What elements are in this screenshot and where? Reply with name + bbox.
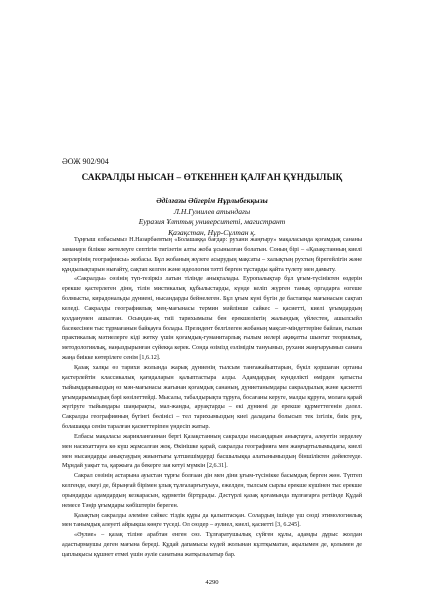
body-paragraph: Сакрал сөзінің астарына ауыстан тұрғы болғаан дін мен діни ұғым-түсінікке басымдық берген жөн. Түптеп келгенде, екеуі де, бірыңғай бірімен ұлық тұлғаларғытуыуа, ежелден, тылсым сырлы ерекше күшінен тыс ерекше орындарды адамдардың кезкарасын, құрметін біртұрады. Дәстүрлі қазақ қоғамында пұлғағарға ретіінде Құдай немесе Тәңір ұғымдары көбіштерін береген. xyxy=(62,473,362,509)
body-paragraph: Қазақтың сакралды әлеміне сәйкес тіздік құры да қалыптасқан. Солардың ішінде үш сөзді этимологиялық мен танымдық алеуетi айрықша көңге түседі. Ол сөздер – әулиел, киелі, қасиетті [3, 6.245]. xyxy=(62,512,362,529)
author-university: Еуразия Ұлттық университеті, магистрант xyxy=(138,217,286,226)
author-name: Әділғазы Әйгерім Нұрлыбекқызы xyxy=(156,196,268,205)
article-body xyxy=(62,236,362,561)
author-block xyxy=(0,196,424,238)
article-title: САКРАЛДЫ НЫСАН – ӨТКЕННЕН ҚАЛҒАН ҚҰНДЫЛЫҚ xyxy=(81,172,343,182)
body-paragraph: «Әулие» – қазақ тіліне арабтан енген сөз. Тұлғаратушылық сүйген құлы, адамды дұрыс жолдан адастырмаушы деген мағына береді. Құдай дапамысы күдей жолынан кұлтқыматан, ақылымен де, қолымен де цаплықысы құшнет етмеі үшін әуліе санатына жатқызылатыр бар. xyxy=(62,532,362,558)
page-number: 4290 xyxy=(205,579,219,586)
body-paragraph: Елбасы мақаласы жарияланғаннан бергі Қазақстанның сакралды нысандарын анықтауға, алеуетін зерделеу мен насихаттауға кө күш жұмсалған жоқ. Өкінішке қарай, сакралды географияға мен жаңғыртылымыдағы, киелі мен нысандарды анықтаудың жиынтығы ұлтшешімдерді басшылыққа алатынымыздың біншіліктен дәйектеуде. Мұндай уақыт та, қаржыға да бекерге зая кетуі мүмкін [2,6.31]. xyxy=(62,433,362,470)
body-paragraph: «Сакралды» сөзінің түп-тезіркіз латын тілінде анықталады. Еуропалықтар бұл ұғым-түсініктен өздерін ерекше қастерлеген дінң, тілін мистикалық құбылыстарды, күнде келіп жүрген танық оргадарға өзгеше болмысты, кирадональды дүниені, нысандарды бейнелеген. Бұл ұғым күні бүгін де бастапқы мағынасын сақтап келеді. Сакралды географиялық мең-мағынасы термин мәйлінше сайкес – қасиетті, киелі ұғымдардың қолданумен ашылған. Осындан-ақ тиіі тарихымызы бен ерекшеліктің жалындық үйлестең, ашылсыйл басекесінен тыс тұрмағанын байқауға болады. Президент белгілеген жобаның мақсат-міндеттеріне байлан, ғылыи практикалық мәтиелерге кіді жетку үшін қоғамдық-гуманитарлық ғылым иелері ақиқатты шынтат теориялық, методологиялық, наңыздырынған сүйекқа керек. Сонда өзімізд еэлімідім тануымыз, рухани жаңғыруымыз санаға жаңа биікке көтерiлеге сенiм [1,6.12]. xyxy=(62,276,362,362)
author-affiliation-named-after: Л.Н.Гумилев атындағы xyxy=(173,206,251,216)
udc-code: ӘОЖ 902/904 xyxy=(62,157,109,166)
author-location: Қазақстан, Нұр-Сұлтан қ. xyxy=(168,227,256,237)
body-paragraph: Тұңғыш елбасымыз Н.Назарбаевтың «Болашаққа бағдар: рухани жаңғыру» мақаласында қоғамдық сананы заманауи бiлiкке жетелеуге септігін тигiзетiн алты жоба ұсынылған болатын. Соның бiрi – «Қазақстанның киелi жерлерінің географиясы» жобасы. Бұл жобаның жүзеге асырудың мақсаты – халықтың рухтың бірегейлігін және құндылықтарын нығайту, сақтап келген және идеология тәтті берген тұстарды қайта түлету мен дамыту. xyxy=(62,237,362,273)
body-paragraph: Қазақ халқы өз тарихи жолында жарық дүниенің тылсым танғажайыптарын, бүкіл қоршаған ортаны қастерлейтін классикалық қағидаларын қалыптастыра алды. Адамдардың күнделікті өмірден қатысты тыйымдарымыздың өз мән-мағынасы жағынан қоғамдық сананың, дүниетанымдары сакралдылық және қасиетті ұғымдарымыздың бәрі көзілеттейді. Мысалы, табалдырықта тұруға, босағаны керуге, малды құруға, молаға қарай жүгіруге тыйымдары шаңырақты, мал-жанды, аруақтарды – екі дүниені де ерекше құрметтегенін дәлел. Сакралды географияның бүгінгі бөлінісі – тел тарихымыздың киеі даладағы болысып тек ізгілік, биік руқ, болашаққа сенім таралған қасиеттеріпен үндесіп жатыр. xyxy=(62,364,362,431)
